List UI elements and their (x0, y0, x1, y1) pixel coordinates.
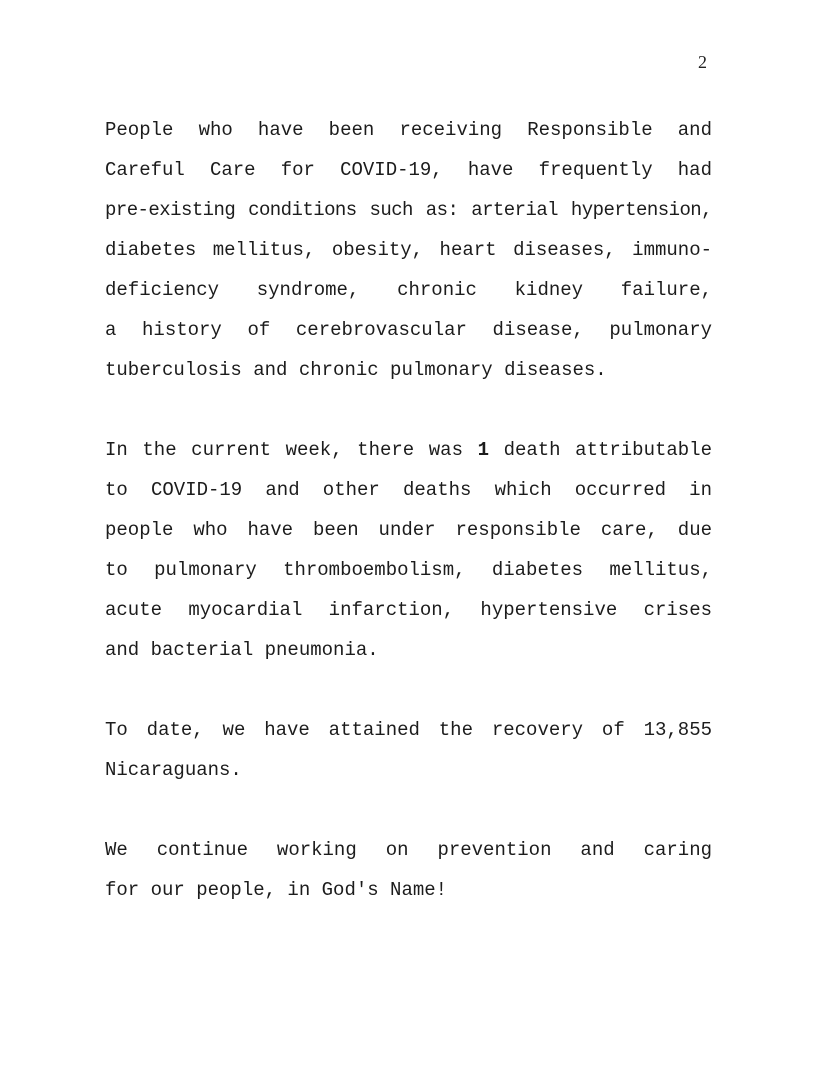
body-line-segment: In the current week, there was (105, 439, 478, 461)
body-line: To date, we have attained the recovery of 13,855 (105, 719, 712, 741)
body-line-segment: death attributable (488, 439, 712, 461)
body-line: a history of cerebrovascular disease, pulmonary (105, 319, 712, 341)
body-line: People who have been receiving Responsible and (105, 119, 712, 141)
body-line: to COVID-19 and other deaths which occurred in (105, 479, 712, 501)
body-line: pre-existing conditions such as: arterial hypertension, (105, 199, 712, 221)
body-line: diabetes mellitus, obesity, heart diseases, immuno- (105, 239, 712, 261)
body-line: acute myocardial infarction, hypertensive crises (105, 599, 712, 621)
paragraph-preexisting-conditions (105, 110, 712, 390)
body-line: We continue working on prevention and caring (105, 839, 712, 861)
paragraph-current-week-deaths (105, 430, 712, 670)
body-line: deficiency syndrome, chronic kidney failure, (105, 279, 712, 301)
body-line: Nicaraguans. (105, 759, 242, 781)
body-line: to pulmonary thromboembolism, diabetes mellitus, (105, 559, 712, 581)
paragraph-recovery-count (105, 710, 712, 790)
body-line: and bacterial pneumonia. (105, 639, 379, 661)
paragraph-closing-statement (105, 830, 712, 910)
death-count-bold: 1 (477, 439, 489, 461)
body-line: tuberculosis and chronic pulmonary diseases. (105, 359, 607, 381)
page-number: 2 (698, 52, 707, 72)
body-line (105, 430, 712, 470)
body-line: Careful Care for COVID-19, have frequently had (105, 159, 712, 181)
document-body (105, 110, 712, 910)
body-line: people who have been under responsible care, due (105, 519, 712, 541)
body-line: for our people, in God's Name! (105, 879, 448, 901)
